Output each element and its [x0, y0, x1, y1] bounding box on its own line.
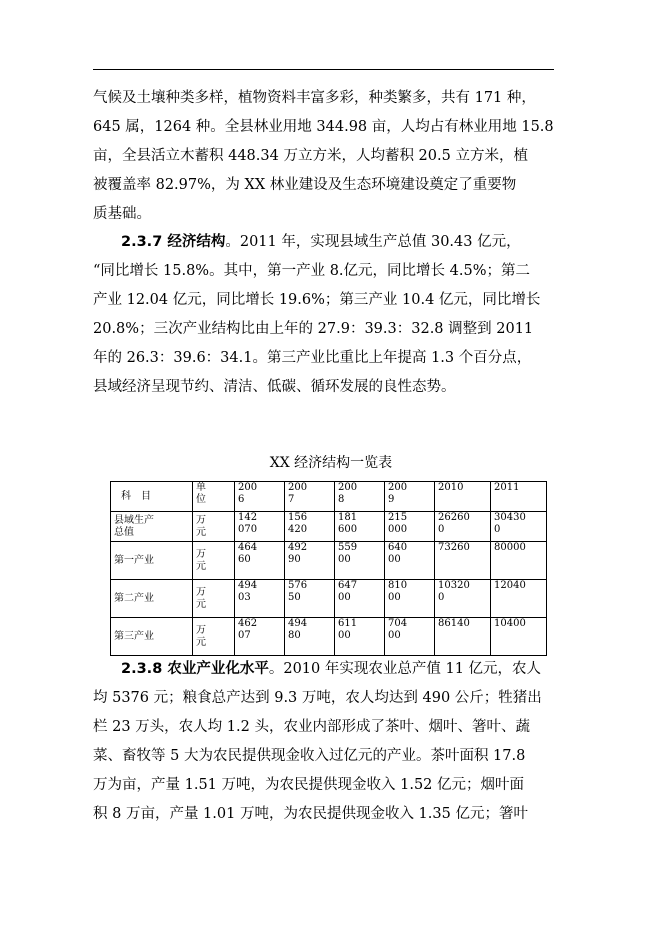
- table-cell: 640 00: [385, 542, 435, 580]
- table-cell: 492 90: [285, 542, 335, 580]
- table-cell: 494 03: [235, 580, 285, 618]
- table-cell: 200 7: [285, 482, 335, 512]
- table-cell: 200 8: [335, 482, 385, 512]
- table-cell: 科 目: [111, 482, 193, 512]
- table-cell: 10400: [491, 618, 547, 656]
- table-cell: 2011: [491, 482, 547, 512]
- table-cell: 156 420: [285, 512, 335, 542]
- table-cell: 462 07: [235, 618, 285, 656]
- table-row: [111, 580, 547, 618]
- text-line: 亩，全县活立木蓄积 448.34 万立方米，人均蓄积 20.5 立方米，植: [93, 148, 528, 164]
- table-cell: 810 00: [385, 580, 435, 618]
- text-line: 菜、畜牧等 5 大为农民提供现金收入过亿元的产业。茶叶面积 17.8: [93, 748, 526, 764]
- paragraph-economic-structure: [93, 228, 563, 402]
- text-line: 质基础。: [93, 206, 151, 222]
- table-cell: 142 070: [235, 512, 285, 542]
- table-cell: 559 00: [335, 542, 385, 580]
- text-line: 20.8%；三次产业结构比由上年的 27.9：39.3：32.8 调整到 2011: [93, 321, 534, 337]
- text-run: 。2011 年，实现县域生产总值 30.43 亿元，: [225, 234, 521, 250]
- table-cell: 647 00: [335, 580, 385, 618]
- table-cell: 万 元: [193, 618, 235, 656]
- table-cell: 30430 0: [491, 512, 547, 542]
- table-header-row: [111, 482, 547, 512]
- text-line: 645 属，1264 种。全县林业用地 344.98 亩，人均占有林业用地 15.8: [93, 119, 554, 135]
- economic-structure-table: [110, 481, 547, 656]
- text-line: “同比增长 15.8%。其中，第一产业 8.亿元，同比增长 4.5%；第二: [93, 263, 530, 279]
- table-cell: 86140: [435, 618, 491, 656]
- table-cell: 万 元: [193, 512, 235, 542]
- text-run: 。2010 年实现农业总产值 11 亿元，农人: [268, 661, 542, 677]
- table-cell: 73260: [435, 542, 491, 580]
- header-rule: [93, 69, 554, 70]
- table-cell: 215 000: [385, 512, 435, 542]
- table-cell: 494 80: [285, 618, 335, 656]
- table-cell: 2010: [435, 482, 491, 512]
- text-line: 积 8 万亩，产量 1.01 万吨，为农民提供现金收入 1.35 亿元；箸叶: [93, 806, 528, 822]
- text-line: 年的 26.3：39.6：34.1。第三产业比重比上年提高 1.3 个百分点，: [93, 350, 532, 366]
- section-first-line: [93, 655, 563, 684]
- table-cell: 12040: [491, 580, 547, 618]
- table-cell: 第二产业: [111, 580, 193, 618]
- section-heading: 2.3.7 经济结构: [121, 234, 226, 250]
- table-cell: 80000: [491, 542, 547, 580]
- table-cell: 单 位: [193, 482, 235, 512]
- table-cell: 576 50: [285, 580, 335, 618]
- table-body: [111, 482, 547, 656]
- table-cell: 181 600: [335, 512, 385, 542]
- table-cell: 第三产业: [111, 618, 193, 656]
- paragraph-agriculture: [93, 655, 563, 829]
- text-line: 万为亩，产量 1.51 万吨，为农民提供现金收入 1.52 亿元；烟叶面: [93, 777, 525, 793]
- table-cell: 万 元: [193, 542, 235, 580]
- table-cell: 200 6: [235, 482, 285, 512]
- table-cell: 万 元: [193, 580, 235, 618]
- table-cell: 200 9: [385, 482, 435, 512]
- table-cell: 县域生产 总值: [111, 512, 193, 542]
- table-row: [111, 542, 547, 580]
- text-line: 气候及土壤种类多样，植物资料丰富多彩，种类繁多，共有 171 种，: [93, 90, 536, 106]
- table-row: [111, 618, 547, 656]
- section-first-line: [93, 228, 563, 257]
- text-line: 栏 23 万头，农人均 1.2 头，农业内部形成了茶叶、烟叶、箸叶、蔬: [93, 719, 530, 735]
- section-heading: 2.3.8 农业产业化水平: [121, 661, 269, 677]
- table-cell: 704 00: [385, 618, 435, 656]
- table-cell: 464 60: [235, 542, 285, 580]
- table-cell: 第一产业: [111, 542, 193, 580]
- text-line: 被覆盖率 82.97%，为 XX 林业建设及生态环境建设奠定了重要物: [93, 177, 517, 193]
- table-cell: 611 00: [335, 618, 385, 656]
- text-line: 县域经济呈现节约、清洁、低碳、循环发展的良性态势。: [93, 379, 456, 395]
- table-caption: XX 经济结构一览表: [269, 455, 393, 471]
- table-row: [111, 512, 547, 542]
- text-line: 产业 12.04 亿元，同比增长 19.6%；第三产业 10.4 亿元，同比增长: [93, 292, 541, 308]
- table-cell: 26260 0: [435, 512, 491, 542]
- table-cell: 10320 0: [435, 580, 491, 618]
- text-line: 均 5376 元；粮食总产达到 9.3 万吨，农人均达到 490 公斤；牲猪出: [93, 690, 542, 706]
- paragraph-forestry: [93, 84, 563, 229]
